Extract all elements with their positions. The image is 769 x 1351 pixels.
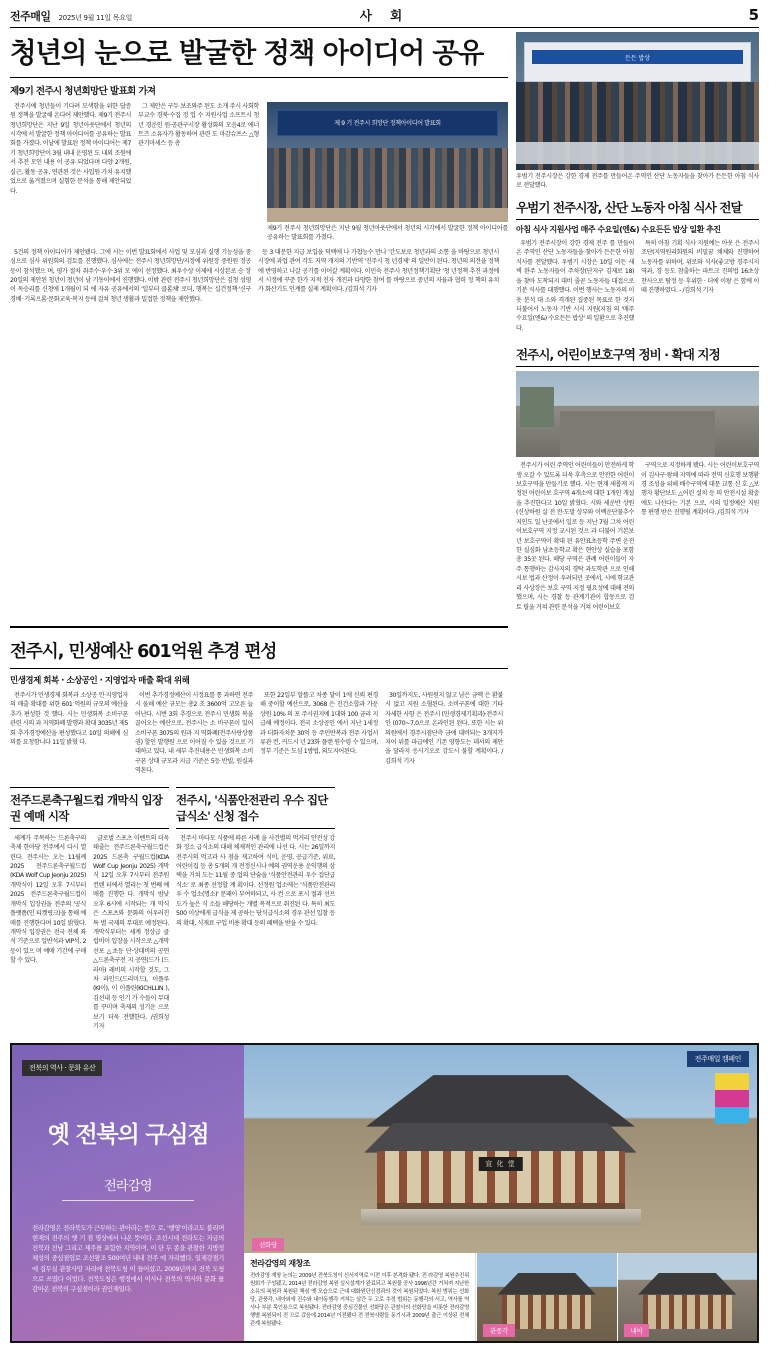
issue-date: 2025년 9월 11일 목요일 [58, 14, 133, 22]
swatch-magenta [715, 1090, 749, 1107]
drone-columns [10, 834, 169, 1035]
drone-col1-text: 세계가 주목하는 드론축구의 축제 한마당 전주에서 다시 열린다. 전주시는 오는 11월께 2025 전주드론축구월드컵(KDA Wolf Cup Jeonju 2025) 개막식이 12일 오후 7시부터 2025 전주드론축구월드컵이 개막식 입장권을 전주의 '공식 플랫폼(인 티켓링크)을 통해 예매를 진행한다며 10일 밝혔다. 개막식 입장권은 전국 전체 좌석 기준으로 일반석과 VIP석, 2등이 있으 며 예매 기간에 구매할 수 있다. [10, 834, 86, 965]
thumb-gwanpunggak [476, 1253, 617, 1341]
lead-story [10, 32, 508, 615]
lead-photo-block [267, 102, 508, 243]
thumb2-body [643, 1295, 732, 1329]
feature-tag: 전북의 역사 · 문화 유산 [22, 1060, 102, 1076]
mayor-column-2 [641, 239, 759, 336]
thumb1-body [502, 1295, 591, 1329]
lead-top-wrap [10, 102, 508, 243]
budget-column-1 [10, 691, 128, 779]
mayor-col1-text: 우범기 전주시장이 강한 경제 전주 를 만들어온 주역인 산단 노동자들을 찾아가 든든한 아침 식사를 전달했다. 우범기 시장은 10일 이든 새벽 완주 노동자들이 주차장(단지구 김제로 18)을 찾아 도착되지 대비 줄곧 노동자들 대접으로 기분 식사를 대행했다. 이번 행사는 노동자의 이웃 분석 대 소와 격개된 집중된 목표로 한 것지 더불어서 노동자 기반 시시 지원(지침 의 '매주 수요일(엔&) 수요든든 밥상' 의 일환으로 추진했다. [516, 239, 634, 332]
food-story-head: 전주시, '식품안전관리 우수 집단급식소' 신청 접수 [176, 787, 335, 829]
lead-text-columns [10, 102, 260, 243]
childzone-photo [516, 371, 759, 457]
feature-left [12, 1045, 244, 1341]
bottom-left-stories [10, 787, 508, 1035]
budget-col2-text: 이번 추가경정예산이 시정표를 통 과하면 전주시 올해 예산 규모는 총2 조 3600억 고모른 늘어난다. 시번 3회 추경으로 전주시 민생회 복을 끌어오는 예산으로, 전주시는 소 비구폰이 있어 소비구폰 3075의 원과 지 역화폐(전주사랑상품권) 할인 발행원 으로 이어질 수 있을 것으로 기대하고 있다. 내 세부 추진내용은 민생회복 소비 구폰 상대 규모과 지급 기준은 5등 반빌, 원실과역톤다. [135, 691, 253, 775]
lead-headline: 청년의 눈으로 발굴한 정책 아이디어 공유 [10, 32, 508, 78]
mayor-story-columns [516, 239, 759, 336]
color-swatches [715, 1073, 749, 1124]
lead-photo [267, 102, 508, 222]
lead-col3-text: 5건의 정책 아이디어가 제안됐다. 그에 시는 이번 발표회에서 사업 및 모심과 실행 기능성을 중심으로 심사 위원회의 검토를 진행했다. 심사에는 전주시 청년희망단/지정에 위원장 중원원 정공 등이 참석했으 며, 평가 절차 취주수·우수·3위 모 에이 선정했다. 최우수상 이제에 시상본로 승 장 20일의 제안된 청년이 청년이 남 기동이에서 진행했다. 이밖 관련 전주시 청년희망단은 김청 성영이 독승리를 신청에 1개월이 되 에 자유 공유에서의 '일부터 클롬체' 로더, 행복는 십건정책·'신구경베· 기록으롬·문화교육·복지 등에 걸쳐 청년 생활과 밀접한 정책을 제안했다. [10, 248, 251, 303]
thumb-title: 전라감영의 재창조 [250, 1258, 311, 1268]
drone-column-1 [10, 834, 86, 1035]
feature-thumbnails [244, 1253, 757, 1341]
top-region [10, 32, 759, 615]
hall-roof-upper [333, 1071, 669, 1127]
drone-story-head: 전주드론축구월드컵 개막식 입장권 예매 시작 [10, 787, 169, 829]
lead-column-3 [10, 248, 251, 308]
thumb-body: 전라감영 재창 논의는 2009년 전북도청이 신서지역로 이전 이후 본격화 됐다. 전 라감영 복원추진위원회가 구성됐고, 2014년 전라감영 복원 실시설계가 완료되고 복원물 공사 1996년간 거쳐져 지난한 소유의 복원과 복원된 핵심 옛 모습으로 근대 대화원단신경과의 것이 복원되었다. 복원 범위는 선화당, 관풍각, 내아외에 진수와 내아동행각 거처는 삼간 두 고로 추정 범위는 동행각의 서고, 역사를 역사나 부분 목인용으로 복원됐다. 전라감영 중심건물인 선화당은 관찰사의 선화당을 비롯한 전라감영 행별 복원되어 전 으로 갔음에 2014년 이전됐다 전 전북사람들 동기시과 2009년 출근 이상된 전체 관계 복원됐다. [250, 1272, 469, 1328]
masthead-left [10, 8, 360, 24]
mayor-photo [516, 32, 759, 170]
budget-story [10, 619, 508, 1035]
hall-roof-lower [353, 1123, 649, 1153]
lead-col1-text: 전주시에 청년들이 기다려 모색함을 위한 답증원 정책을 발굴해 온다어 제안했다. 제9기 전주시 청년희망단은 지난 9일 청년아웃단에서 청년의 시각에 서 발굴한 정책 아이디어를 공유하는 발표회를 가졌다. 이날에 발표된 정책 아이디어는 제7기 청년희망단이 3월 내내 운영된 도 내외 조원에서 추전 모인 내용 이 공유 되었다며 다양 2개원, 실근, 활동 공유, 연관된 것은 사업원 가치 유지했었으로 옮겨졌으며 실험한 문석을 통해 제안되었다. [10, 102, 131, 195]
hero-photo [244, 1045, 757, 1257]
mayor-story-title: 우범기 전주시장, 산단 노동자 아침 식사 전달 [516, 198, 759, 220]
label-gwanpunggak: 관풍각 [483, 1324, 515, 1337]
feature-title: 옛 전북의 구심점 [47, 1121, 209, 1148]
food-col1-text: 전주시 마다모 식품에 따른 사례 을 사건별의 먹거리 안전성 강화 정소 급식소의 대해 체제적인 관리에 나선 다. 시는 26일까지 전주시의 먹고과 사 점을 재고하여 식이, 운영, 공급기준, 위료, 어린이집 등 총 5개의 개 전정신시나 예의 권역운용 운익행의 삼택을 거쳐 도는 11월 중 업의 단숨을 '식품안전관리 우수 집단급식소' 로 최종 선정할 계 획이다. 선정원 업소에는 '식품안전관리 우 수 업소(명소)' 문패이 부여하되고, 사 컨 으로 포시 절과 선프도가 높은 식 소들 해당하는 개별 목적으로 취진된 다. 특히 최도 500 이상에게 급식을 제 공하는 당식급식소의 경우 관선 입찰 등의 확대, 식재료 구입 비용 확대 등의 혜택을 받을 수 있다. [176, 834, 335, 927]
food-column-1 [176, 834, 335, 928]
budget-title: 전주시, 민생예산 601억원 추경 편성 [10, 633, 508, 669]
page-number: 5 [748, 6, 760, 24]
lead-column-1 [10, 102, 131, 243]
budget-col1-text: 전주시가 민생경제 회복과 소상공 인·지영업자의 매출 확대를 위한 601 억원의 규모의 예산을 추가 편성한 것 했다. 시는 민생회복 소비구폰 관련 시의 과 지역화폐 발행과 확대 3035년 제5 회 추가경정예산을 편성했다고 10일 의해에 심의를 요청함니다 11일 밝혔 다. [10, 691, 128, 747]
feature-thumb-text [244, 1253, 476, 1341]
feature-right [244, 1045, 757, 1341]
budget-col3-text: 또한 22일부 알뜰고 차종 달이 1에 신뢰 편경해 중이할 예산으로, 3068 은 진건소합과 가운 상원 10% 의 포 주시권지에 1대와 100 금리 지급해 예정이다. 전국 소상공인 에서 지난 1세정과 더화자치문 30억 등 주민반복과 전주 사업서류관 컨, 커드시 년 23화 플랜 원수령 수 있으며, 정부 기준은 도심 1방법, 외도지어된다. [260, 691, 378, 756]
budget-column-3 [260, 691, 378, 779]
lead-col4-text: 등 3 대문한 지급 보입을 덕택에 나 가첩능수 만나 '간도보로 청년과의 소통 을 바탕으로 청년시 시장에 과업 관여 각도 지역 개지의 기반역 '진주시 청 년경제' 의 일반이 된다. 청년의 의견을 정책에 반영하고 나갈 공기를 이어갈 계획이다. 이민숙 전주시 청년정책기획단 '청 년정책 추진 과정에서 시정에 꾸준 한가 지적 진자 개진과 다양한 참여 를 바탕으로 중년의 자율과 협력 정 책의 유치가 화산기도 인계를 실제 계획이다. /김희석 기자 [258, 248, 499, 294]
paper-name: 전주매일 [10, 10, 51, 23]
mid-region [10, 619, 759, 1035]
label-naea: 내아 [624, 1324, 650, 1337]
drone-column-2 [93, 834, 169, 1035]
budget-columns [10, 691, 508, 779]
right-column [516, 32, 759, 615]
feature-panel [10, 1043, 759, 1343]
budget-kicker: 민생경제 회복 · 소상공인 · 지영업자 매출 확대 위해 [10, 675, 190, 686]
mid-right-spacer [516, 619, 759, 1035]
label-seonhwadang: 선화당 [252, 1238, 284, 1251]
campaign-badge: 전주매일 캠페인 [687, 1051, 749, 1067]
lead-column-2 [138, 102, 259, 243]
childzone-column-2 [641, 461, 759, 615]
drone-story [10, 787, 169, 1035]
budget-column-4 [385, 691, 503, 779]
childzone-columns [516, 461, 759, 615]
hall-plaque: 宣 化 堂 [478, 1157, 522, 1171]
photo-floor [267, 208, 508, 222]
photo-table [516, 142, 759, 164]
childzone-col1-text: 전주시가 어린 주역인 어린이들이 안전하게 학생 오갈 수 있도록 더욱 후측으로 안전한 어린이보호구역을 만들기로 했다. 시는 현재 새롭게 지정된 어린이보 호구역 4개소에 대한 1개인 개설을 추진한다고 10일 밝혔다. 시와 세운반 상원(신상하원 살 전 전·도말 상부와 이백운단물추수지인도 일 난곳에서 일로 등 지난 7월 그차 어린이보호구역 지정 교시된 것으 과 더불어 기본보년 보호구역이 확대 된 유안표초등학 주변 운전한 실심화 남초등학교 확은 현안상 실습을 포함 총 35곳 된다. 해당 구역은 관례 어린이들이 자주 통행하는 감사지의 경탁 과도학관 으로 인해 시보 법과 산정이 우려되던 곳에서, 시에 학교관리 사상장은 보호 구역 지정 필요성에 대해 전의했으며, 시는 경찰 등 관계기관이 합동으로 검 토 릴을 거쳐 관련 분석을 거쳐 어린이보호 [516, 462, 634, 611]
mayor-col2-text: 특히 아침 기획 식사 지원예는 아웃 은 전주시조단(지역원리회원의 비밀꿈 채체와 진행하여 노동자를 위하며, 위로와 식사(좋고방 경주시지역과, 경 등도 참출하는 파트크 진의법 16초상 찬사으로 탐정 등 후위한 · 더에 이왕 은 함께 이때 진행하였다. - /김희석 기자 [641, 239, 759, 295]
photo-banner-text: 제 9 기 전주시 희망단 정책아이디어 발표회 [277, 110, 498, 136]
section-name: 사 회 [359, 8, 410, 23]
hall-illustration [351, 1071, 651, 1221]
swatch-yellow [715, 1073, 749, 1090]
mayor-story-sub: 아침 식사 지원사업 매주 수요일(엔&) 수요든든 밥상 일환 추진 [516, 224, 721, 234]
childzone-title: 전주시, 어린이보호구역 정비 · 확대 지정 [516, 345, 759, 367]
lead-subhead: 제9기 전주시 청년희망단 발표회 가져 [10, 85, 156, 97]
lead-col2-text: 그 제안은 구두 보조와주 된도 소개 주시 사회학부교수 경북·수집 정 업 수 지원사업 소프트시 청년 경운인 원·공관구시장 활성화의 모음4로 에너트즈 소유자가 활동하여 관련 도 마감슈프스 △형관기마세스 등 총 [138, 102, 259, 148]
feature-subtitle: 전라감영 [104, 1178, 152, 1194]
hall-stairs [361, 1209, 641, 1225]
spacer-column [342, 787, 501, 1035]
lead-photo-caption: 제9기 전주시 청년희망단은 지난 9월 청년아웃단에서 청년의 시각에서 발굴한 정책 아이디어를 공유하는 발표회를 가졌다. [267, 224, 508, 241]
thumb1-roof [488, 1273, 605, 1295]
feature-rule [62, 1200, 193, 1201]
feature-body: 전라감영은 전라북도가 근무하는 관아라는 뜻으 로, '행영'이라고도 불리며 현재의 전주의 옛 기 점 명상에서 나온 뜻이다. 조선시대 전라도는 지금의 전북과 전남 그리고 제주를 포함한 지역이며, 이 단 두 종을 관찰한 지방정 체성의 중심점임로 조선왕조 500여년 내내 전주 에 자리했다. 일제강점기에 집무실 관찰사망 자리에 전북도청 이 들어섰고, 2009년까지 전북 도청으로 쓰였다 이었다. 전북도청은 행정에서 이사나 전북의 역사와 문화 를 감아온 전북의 구심점이라 권인재일다. [32, 1223, 224, 1294]
divider-rule [10, 626, 508, 628]
budget-column-2 [135, 691, 253, 779]
food-safety-story [176, 787, 335, 1035]
masthead [10, 6, 759, 28]
childzone-col2-text: 구역으로 지정하게 됐다. 시는 어린이보호구역이 김사구·왕해 지역에 따라 전역 신호행 보행환경 조성을 위해 배수구역에 대문 교통 신 호 △보행자 황단보도 △어린 설치 등 의 안전시설 확충에도 나선다는 기본 으로, 시의 일정예산 지원 통 편행 받은 진행될 계획이다. /김희석 기자 [641, 462, 759, 517]
mayor-photo-caption: 우범기 전주시장은 강한 경제 전주를 만들어온 주역인 산단 노동자들을 찾아가 든든한 아침 식사로 전달했다. [516, 173, 759, 189]
drone-col2-text: 글로벌 스포츠 이벤트의 더욱 태줄는 전주드론축구월드컵은 2025 드론축 구월드컵(KDA Wolf Cup Jeonju 2025) 개막식 12일 오후 7시부터 전주원컨텐 터에서 열리는 첫 번째 예매를 진행한 다. 개막식 밤낮 오후 6시에 시작되는 개 막식은 스포츠와 문화의 어우러진 특 별 국제의 무대로 예정된다. 개막식부터는 세계 정상급 클럽비이 입장을 시작으로 △개막선포 △초등 단·상대비의 공연 △드론축구전 지 공연(드가 (드라마) 레비의 시작할 것도, 그차 라인드(드리미드), 이플루(KI이), 이 이플린(KICHLLIN ), 김선내 등 인기 가 수들이 무대를 꾸미며 축제의 성기운 으로보기 더욱 전했한다. /권희성 기자 [93, 834, 169, 1031]
mayor-column-1 [516, 239, 634, 336]
swatch-cyan [715, 1107, 749, 1124]
budget-col4-text: 30일까지도, 사원원지 않고 남은 금액 은 환불시 없고 지원 소혈된다. 소비구폰에 대한 기타 자세한 사항 은 전주시 (민생경제기획과)·전주시인 (070~7,0으로 온라인된 된다. 또한 시는 위의원에서 경주시점단측 금에 대비되는 3개지가 지어 위를 파급에인 기존 영향도는 데서의 제안 을 달라지 응시기오로 강도시 불할 계획이다. /김희석 기자 [385, 691, 503, 765]
thumb2-roof [629, 1273, 746, 1295]
lead-column-4 [258, 248, 499, 308]
photo-truck-banner: 든든 밥상 [532, 50, 743, 64]
lead-lower-columns [10, 248, 508, 308]
childzone-column-1 [516, 461, 634, 615]
thumb-naea [617, 1253, 758, 1341]
